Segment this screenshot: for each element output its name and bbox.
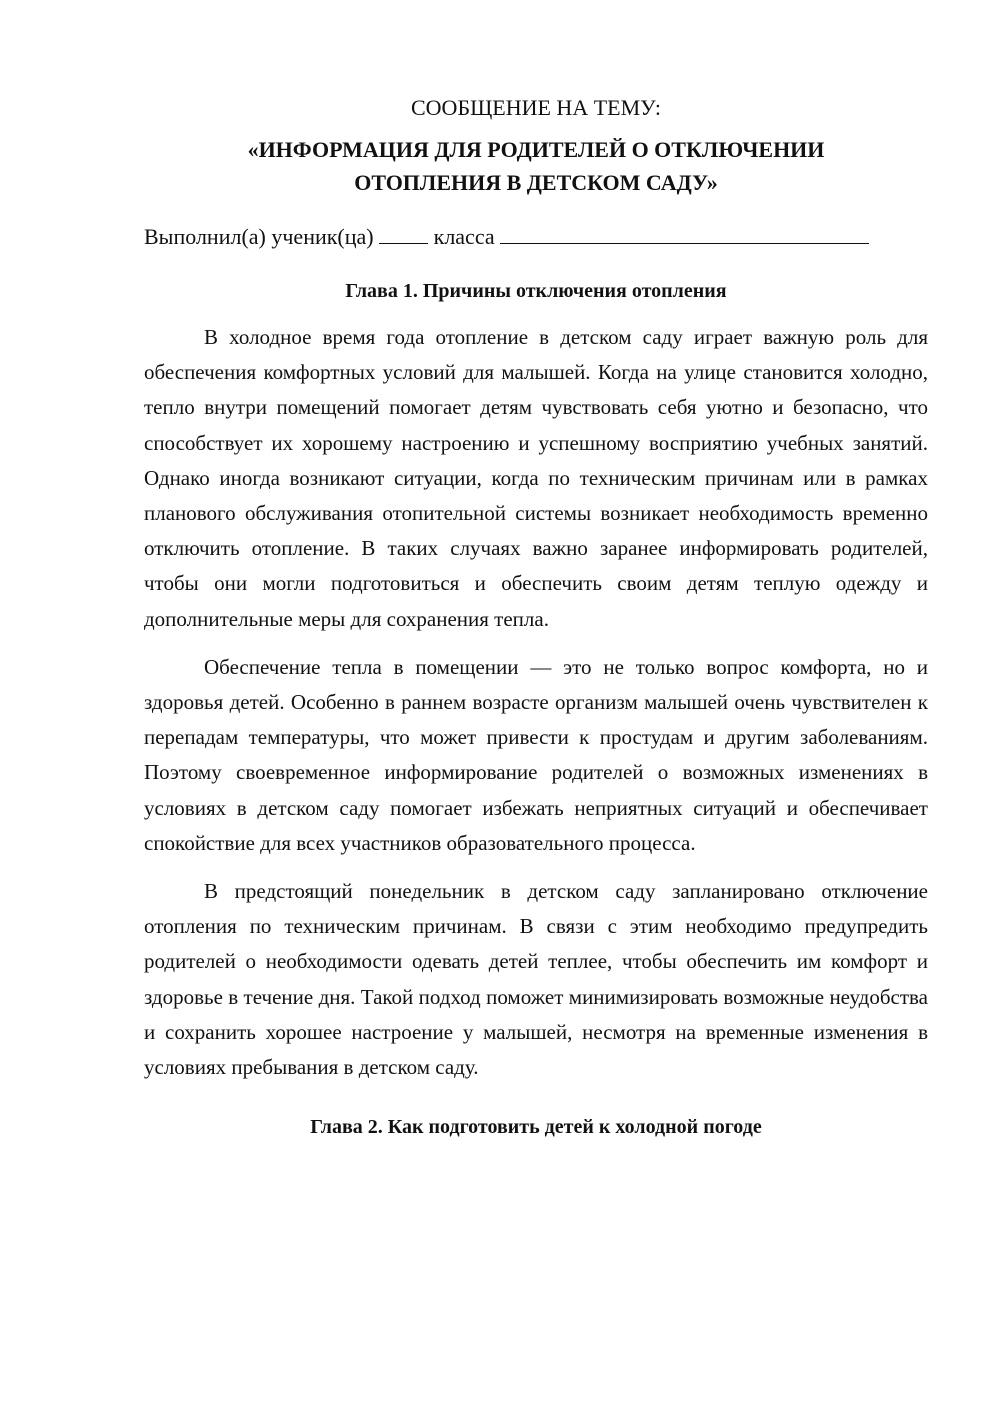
- paragraph-3: В предстоящий понедельник в детском саду запланировано отключение отопления по техническим причинам. В связи с этим необходимо предупредить родителей о необходимости одевать детей теплее, чтобы обеспечить им комфорт и здоровье в течение дня. Такой подход поможет минимизировать возможные неудобства и сохранить хорошее настроение у малышей, несмотря на временные изменения в условиях пребывания в детском саду.: [144, 879, 928, 1080]
- paragraph-2: Обеспечение тепла в помещении — это не только вопрос комфорта, но и здоровья детей. Особенно в раннем возрасте организм малышей очень чувствителен к перепадам температуры, что может привести к простудам и другим заболеваниям. Поэтому своевременное информирование родителей о возможных изменениях в условиях в детском саду помогает избежать неприятных ситуаций и обеспечивает спокойствие для всех участников образовательного процесса.: [144, 654, 928, 855]
- paragraph-1: В холодное время года отопление в детском саду играет важную роль для обеспечения комфортных условий для малышей. Когда на улице становится холодно, тепло внутри помещений помогает детям чувствовать себя уютно и безопасно, что способствует их хорошему настроению и успешному восприятию учебных занятий. Однако иногда возникают ситуации, когда по техническим причинам или в рамках планового обслуживания отопительной системы возникает необходимость временно отключить отопление. В таких случаях важно заранее информировать родителей, чтобы они могли подготовиться и обеспечить своим детям теплую одежду и дополнительные меры для сохранения тепла.: [144, 325, 928, 631]
- author-class-label: класса: [433, 224, 495, 249]
- class-number-blank: [379, 223, 428, 244]
- report-title: [144, 133, 928, 199]
- report-title-line-2: ОТОПЛЕНИЯ В ДЕТСКОМ САДУ»: [354, 170, 718, 195]
- report-heading-label: СООБЩЕНИЕ НА ТЕМУ:: [411, 95, 661, 120]
- document-content: [144, 93, 928, 1141]
- author-line: [144, 222, 928, 252]
- student-name-blank: [500, 223, 869, 244]
- author-prefix: Выполнил(а) ученик(ца): [144, 224, 374, 249]
- chapter-1-title: Глава 1. Причины отключения отопления: [345, 280, 727, 302]
- chapter-2-title: Глава 2. Как подготовить детей к холодной погоде: [310, 1116, 762, 1139]
- report-title-line-1: «ИНФОРМАЦИЯ ДЛЯ РОДИТЕЛЕЙ О ОТКЛЮЧЕНИИ: [247, 137, 825, 162]
